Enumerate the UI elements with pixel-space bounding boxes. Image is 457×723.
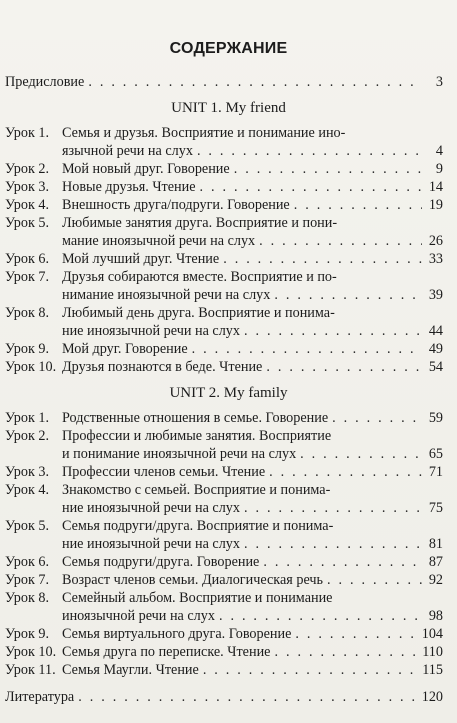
page-number: 14	[428, 179, 443, 195]
title-line	[62, 625, 443, 643]
title-line	[62, 589, 443, 607]
title-text: Любимый день друга. Восприятие и понима-	[62, 305, 335, 321]
lesson-number: Урок 7.	[5, 269, 50, 285]
lesson-title	[62, 427, 443, 463]
lesson-number: Урок 5.	[5, 518, 50, 534]
dot-leader	[78, 688, 418, 706]
lesson-number: Урок 4.	[5, 197, 50, 213]
page-number: 71	[428, 464, 443, 480]
lesson-title	[62, 196, 443, 214]
title-text: ние иноязычной речи на слух	[62, 323, 240, 339]
dot-leader	[192, 340, 422, 358]
page-number: 19	[428, 197, 443, 213]
title-text: ние иноязычной речи на слух	[62, 536, 240, 552]
dot-leader	[244, 499, 422, 517]
page-number: 92	[428, 572, 443, 588]
lesson-title	[62, 160, 443, 178]
lesson-title	[62, 124, 443, 160]
lesson-number: Урок 1.	[5, 410, 50, 426]
page-number: 33	[428, 251, 443, 267]
page-number: 54	[428, 359, 443, 375]
lesson-number: Урок 6.	[5, 251, 50, 267]
title-text: Родственные отношения в семье. Говорение	[62, 410, 329, 426]
title-line	[5, 688, 443, 706]
page-number: 9	[435, 161, 443, 177]
title-line	[62, 481, 443, 499]
dot-leader	[274, 286, 422, 304]
title-text: язычной речи на слух	[62, 143, 193, 159]
page-number: 120	[421, 689, 443, 705]
title-text: Знакомство с семьей. Восприятие и понима-	[62, 482, 331, 498]
title-line	[62, 124, 443, 142]
title-text: Семья друга по переписке. Чтение	[62, 644, 271, 660]
title-text: Любимые занятия друга. Восприятие и пони-	[62, 215, 338, 231]
dot-leader	[259, 232, 422, 250]
title-line	[62, 286, 443, 304]
page-number: 104	[421, 626, 443, 642]
page-number: 81	[428, 536, 443, 552]
lesson-number: Урок 8.	[5, 590, 50, 606]
dot-leader	[327, 571, 422, 589]
title-line	[62, 643, 443, 661]
title-line	[62, 358, 443, 376]
page-number: 75	[428, 500, 443, 516]
dot-leader	[88, 73, 422, 91]
title-text: Предисловие	[5, 74, 85, 90]
lesson-title	[62, 571, 443, 589]
lesson-title	[62, 517, 443, 553]
dot-leader	[263, 553, 422, 571]
title-line	[62, 499, 443, 517]
unit-heading: UNIT 2. My family	[169, 385, 288, 401]
lesson-title	[62, 589, 443, 625]
title-line	[62, 340, 443, 358]
lesson-number: Урок 4.	[5, 482, 50, 498]
title-text: Семья Маугли. Чтение	[62, 662, 199, 678]
title-text: Профессии и любимые занятия. Восприятие	[62, 428, 332, 444]
page-number: 98	[428, 608, 443, 624]
title-line	[62, 232, 443, 250]
lesson-title	[62, 268, 443, 304]
title-line	[62, 571, 443, 589]
dot-leader	[200, 178, 422, 196]
lesson-title	[62, 643, 443, 661]
title-line	[62, 445, 443, 463]
page-number: 39	[428, 287, 443, 303]
title-text: Семья виртуального друга. Говорение	[62, 626, 292, 642]
lesson-title	[62, 340, 443, 358]
title-text: Мой лучший друг. Чтение	[62, 251, 220, 267]
page-number: 115	[422, 662, 443, 678]
dot-leader	[244, 535, 422, 553]
lesson-title	[62, 463, 443, 481]
lesson-number: Урок 9.	[5, 626, 50, 642]
dot-leader	[294, 196, 422, 214]
page-number: 26	[428, 233, 443, 249]
dot-leader	[234, 160, 422, 178]
title-text: Семейный альбом. Восприятие и понимание	[62, 590, 333, 606]
page-title: СОДЕРЖАНИЕ	[169, 40, 288, 57]
lesson-number: Урок 1.	[5, 125, 50, 141]
page-number: 65	[428, 446, 443, 462]
dot-leader	[295, 625, 418, 643]
lesson-number: Урок 2.	[5, 161, 50, 177]
dot-leader	[266, 358, 422, 376]
lesson-title	[62, 214, 443, 250]
lesson-number: Урок 6.	[5, 554, 50, 570]
title-line	[62, 463, 443, 481]
title-text: Новые друзья. Чтение	[62, 179, 196, 195]
title-text: Литература	[5, 689, 75, 705]
title-text: Профессии членов семьи. Чтение	[62, 464, 266, 480]
lesson-title	[62, 481, 443, 517]
title-text: Возраст членов семьи. Диалогическая речь	[62, 572, 323, 588]
lesson-title	[62, 250, 443, 268]
title-line	[62, 178, 443, 196]
title-text: Мой друг. Говорение	[62, 341, 188, 357]
page-number: 87	[428, 554, 443, 570]
title-line	[62, 160, 443, 178]
page-number: 59	[428, 410, 443, 426]
title-text: Мой новый друг. Говорение	[62, 161, 230, 177]
lesson-number: Урок 3.	[5, 464, 50, 480]
lesson-number: Урок 8.	[5, 305, 50, 321]
lesson-title	[62, 178, 443, 196]
title-line	[62, 268, 443, 286]
lesson-title	[5, 73, 443, 91]
lesson-number: Урок 9.	[5, 341, 50, 357]
lesson-title	[5, 688, 443, 706]
dot-leader	[219, 607, 422, 625]
title-text: Внешность друга/подруги. Говорение	[62, 197, 290, 213]
unit-heading: UNIT 1. My friend	[171, 100, 286, 116]
title-line	[62, 250, 443, 268]
dot-leader	[244, 322, 422, 340]
dot-leader	[269, 463, 422, 481]
dot-leader	[274, 643, 419, 661]
title-text: Семья подруги/друга. Восприятие и понима-	[62, 518, 334, 534]
lesson-number: Урок 5.	[5, 215, 50, 231]
lesson-number: Урок 10.	[5, 359, 57, 375]
title-text: нимание иноязычной речи на слух	[62, 287, 271, 303]
title-line	[62, 427, 443, 445]
title-text: и понимание иноязычной речи на слух	[62, 446, 297, 462]
lesson-title	[62, 304, 443, 340]
title-line	[62, 553, 443, 571]
title-text: ние иноязычной речи на слух	[62, 500, 240, 516]
lesson-number: Урок 2.	[5, 428, 50, 444]
dot-leader	[332, 409, 422, 427]
title-line	[62, 304, 443, 322]
lesson-title	[62, 625, 443, 643]
page-number: 44	[428, 323, 443, 339]
page-number: 4	[435, 143, 443, 159]
title-line	[62, 409, 443, 427]
title-line	[62, 607, 443, 625]
lesson-title	[62, 553, 443, 571]
lesson-title	[62, 409, 443, 427]
title-line	[62, 661, 443, 679]
title-line	[62, 517, 443, 535]
title-line	[62, 196, 443, 214]
title-line	[5, 73, 443, 91]
title-line	[62, 214, 443, 232]
lesson-title	[62, 661, 443, 679]
dot-leader	[300, 445, 422, 463]
title-line	[62, 322, 443, 340]
lesson-number: Урок 7.	[5, 572, 50, 588]
title-line	[62, 535, 443, 553]
title-line	[62, 142, 443, 160]
page-number: 110	[422, 644, 443, 660]
title-text: Друзья собираются вместе. Восприятие и по-	[62, 269, 337, 285]
dot-leader	[197, 142, 422, 160]
title-text: Семья и друзья. Восприятие и понимание ино-	[62, 125, 346, 141]
page-number: 49	[428, 341, 443, 357]
lesson-number: Урок 3.	[5, 179, 50, 195]
page-number: 3	[435, 74, 443, 90]
title-text: мание иноязычной речи на слух	[62, 233, 256, 249]
title-text: Семья подруги/друга. Говорение	[62, 554, 260, 570]
lesson-number: Урок 10.	[5, 644, 57, 660]
lesson-number: Урок 11.	[5, 662, 56, 678]
dot-leader	[223, 250, 422, 268]
title-text: иноязычной речи на слух	[62, 608, 215, 624]
dot-leader	[203, 661, 419, 679]
lesson-title	[62, 358, 443, 376]
title-text: Друзья познаются в беде. Чтение	[62, 359, 263, 375]
